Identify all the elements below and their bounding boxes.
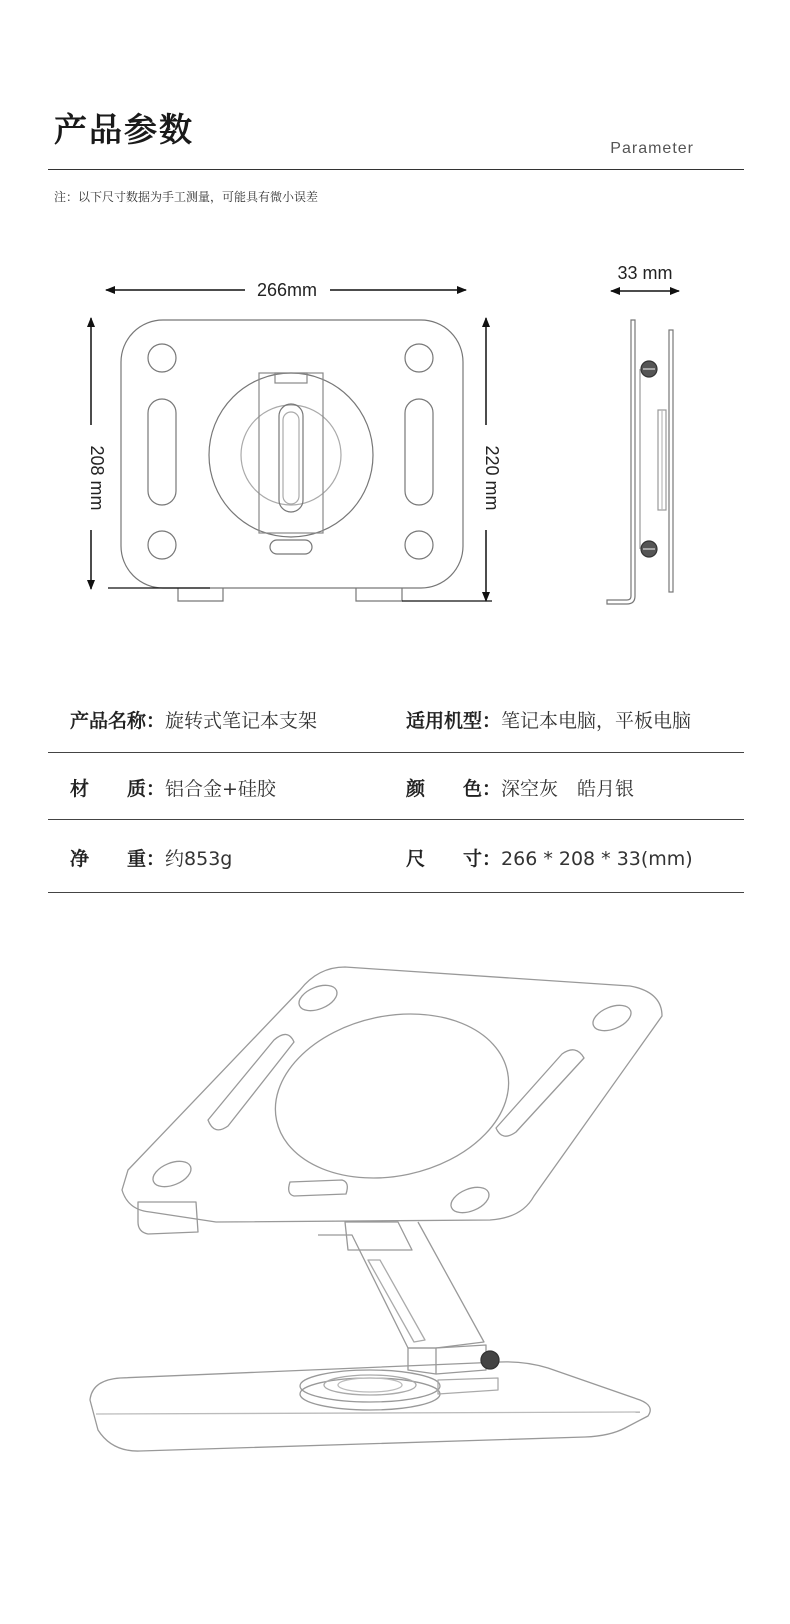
spec-row-2	[70, 774, 740, 804]
spec-label-fit: 适用机型：	[406, 710, 502, 732]
spec-value-size: 266 * 208 * 33(mm)	[501, 848, 693, 870]
spec-divider	[48, 752, 744, 753]
spec-value-weight: 约853g	[165, 848, 233, 870]
stand-side-view	[607, 320, 673, 604]
spec-value-name: 旋转式笔记本支架	[165, 710, 318, 732]
depth-label: 208 mm	[87, 445, 107, 511]
spec-label-weight: 净 重：	[70, 848, 166, 870]
spec-value-color: 深空灰 皓月银	[501, 778, 635, 800]
spec-value-fit: 笔记本电脑，平板电脑	[501, 710, 692, 732]
front-view-drawing	[0, 0, 790, 640]
stand-perspective-drawing	[0, 950, 790, 1550]
measurement-note: 注：以下尺寸数据为手工测量，可能具有微小误差	[54, 190, 319, 204]
spec-label-material: 材 质：	[70, 778, 166, 800]
spec-label-size: 尺 寸：	[406, 848, 502, 870]
width-label: 266mm	[256, 280, 318, 300]
spec-label-color: 颜 色：	[406, 778, 502, 800]
spec-value-material: 铝合金+硅胶	[165, 778, 276, 800]
stand-top-plate	[122, 967, 662, 1222]
spec-row-1	[70, 706, 740, 736]
spec-divider	[48, 819, 744, 820]
page-title: 产品参数	[54, 110, 194, 149]
spec-row-3	[70, 844, 740, 874]
page-subtitle: Parameter	[610, 140, 694, 157]
stand-front-plate	[108, 320, 492, 601]
height-label: 220 mm	[482, 445, 502, 511]
spec-divider	[48, 892, 744, 893]
thickness-label: 33 mm	[617, 263, 673, 283]
spec-label-name: 产品名称：	[70, 710, 166, 732]
